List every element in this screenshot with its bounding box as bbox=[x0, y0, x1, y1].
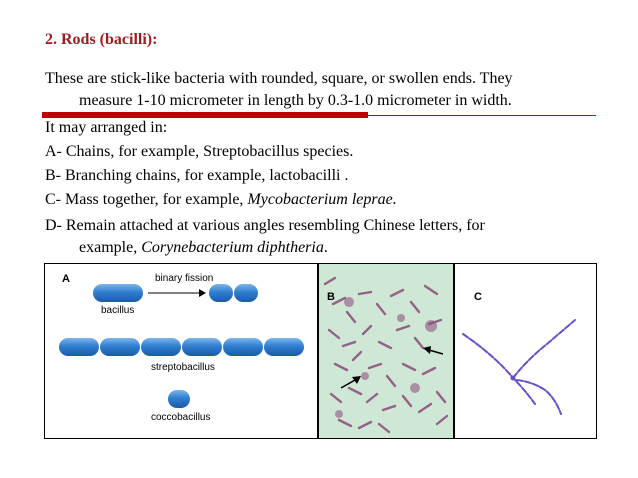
strepto-cell-5 bbox=[223, 338, 263, 356]
panel-b bbox=[319, 264, 455, 438]
item-d-line-2 bbox=[45, 237, 328, 259]
panel-a-label: A bbox=[62, 273, 70, 285]
item-d-period: . bbox=[323, 239, 328, 256]
item-c-species: Mycobacterium leprae. bbox=[247, 191, 397, 208]
coccobacillus-cell bbox=[168, 390, 190, 408]
item-d-species: Corynebacterium diphtheria bbox=[141, 239, 324, 256]
fission-arrowhead bbox=[199, 289, 206, 297]
item-c bbox=[45, 189, 397, 211]
strepto-cell-3 bbox=[141, 338, 181, 356]
panel-c bbox=[455, 264, 596, 438]
daughter-cell-1 bbox=[209, 284, 233, 302]
daughter-cell-2 bbox=[234, 284, 258, 302]
strepto-cell-2 bbox=[100, 338, 140, 356]
bacillus-label: bacillus bbox=[101, 305, 135, 316]
strepto-cell-4 bbox=[182, 338, 222, 356]
item-d-text: example, bbox=[79, 239, 142, 256]
strepto-cell-6 bbox=[264, 338, 304, 356]
panel-c-label: C bbox=[474, 291, 482, 303]
lactobacilli-micrograph bbox=[319, 264, 453, 438]
streptobacillus-label: streptobacillus bbox=[151, 362, 215, 373]
panel-b-label: B bbox=[327, 291, 335, 303]
intro-line-1: These are stick-like bacteria with rounded, square, or swollen ends. They bbox=[45, 70, 513, 87]
bacteria-figure bbox=[44, 263, 597, 439]
intro-line-2: measure 1-10 micrometer in length by 0.3-1.0 micrometer in width. bbox=[79, 92, 512, 109]
bacillus-cell bbox=[93, 284, 143, 302]
panel-a bbox=[45, 264, 319, 438]
item-d-line-1: D- Remain attached at various angles resembling Chinese letters, for bbox=[45, 217, 485, 234]
strepto-cell-1 bbox=[59, 338, 99, 356]
item-b: B- Branching chains, for example, lactobacilli . bbox=[45, 167, 349, 184]
junction-dot bbox=[511, 376, 516, 381]
accent-line bbox=[368, 115, 596, 116]
arranged-text: It may arranged in: bbox=[45, 119, 168, 136]
rod-chains bbox=[463, 320, 575, 414]
slide-heading: 2. Rods (bacilli): bbox=[45, 31, 158, 48]
coccobacillus-label: coccobacillus bbox=[151, 412, 211, 423]
binary-fission-label: binary fission bbox=[155, 273, 214, 284]
item-c-text: C- Mass together, for example, bbox=[45, 191, 248, 208]
item-a: A- Chains, for example, Streptobacillus species. bbox=[45, 143, 354, 160]
